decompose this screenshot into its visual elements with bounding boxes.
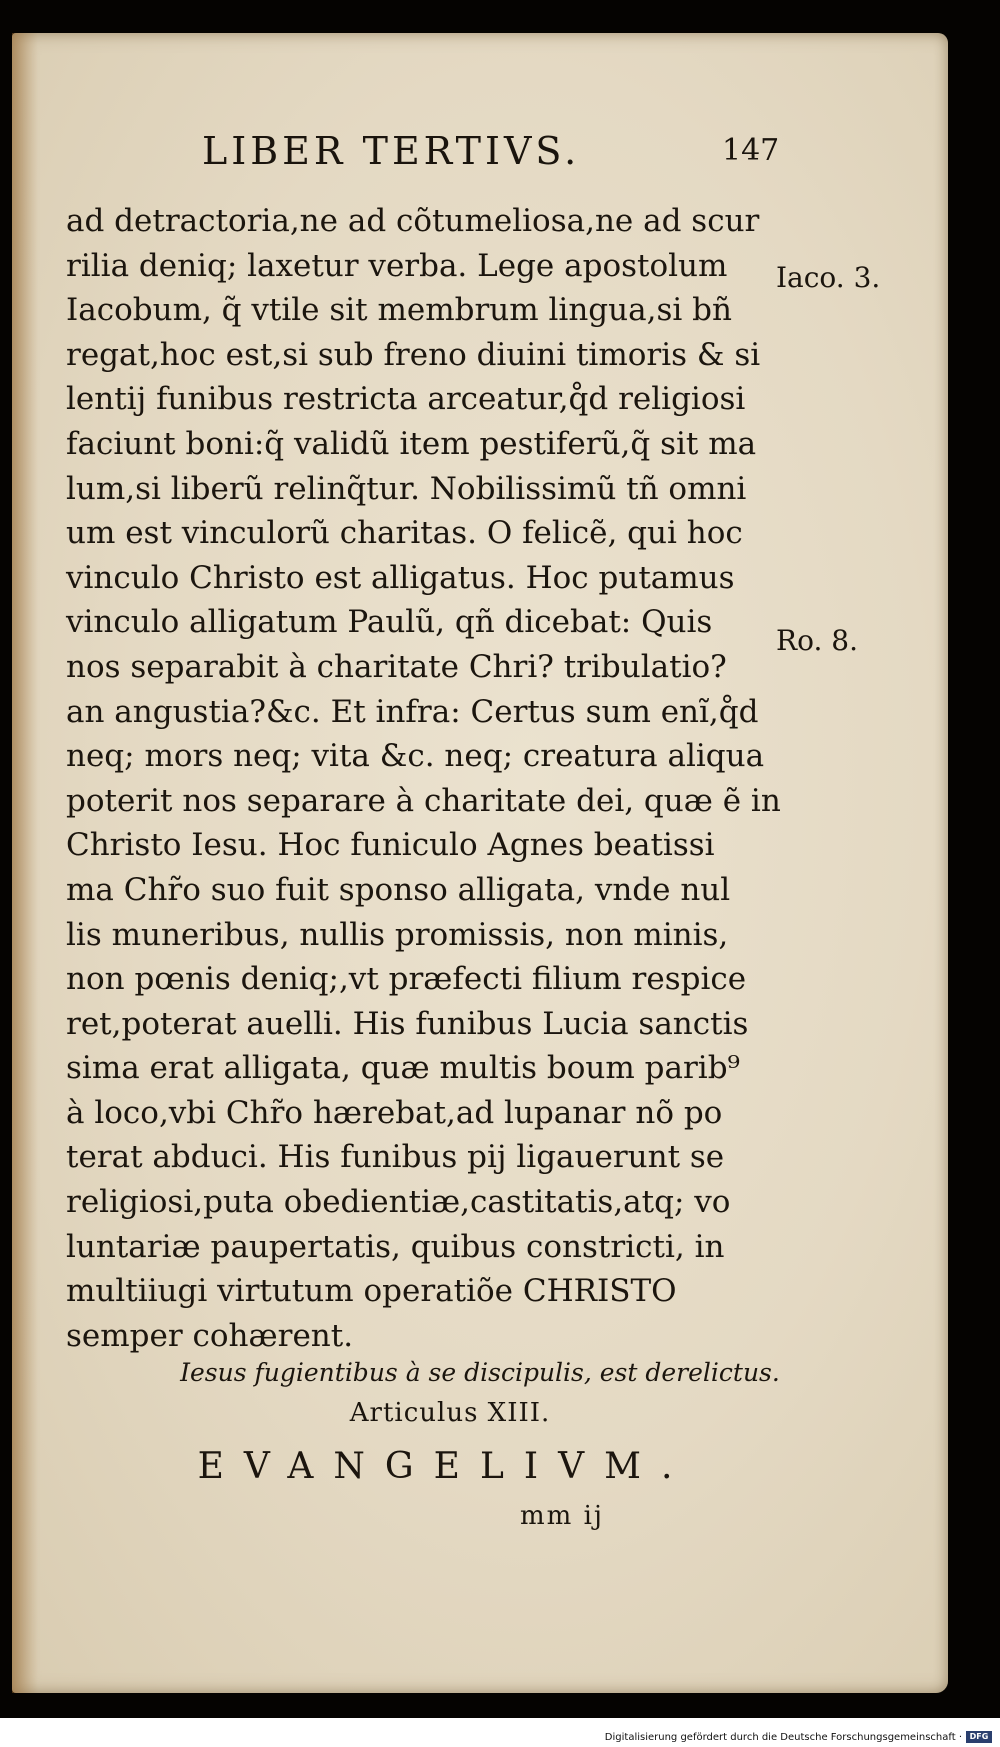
text-line: non pœnis deniq;,vt præfecti filium respice — [66, 961, 747, 998]
text-line: lentij funibus restricta arceatur,q̊d religiosi — [66, 381, 746, 418]
text-line: Christo Iesu. Hoc funiculo Agnes beatissi — [66, 827, 715, 864]
text-line: luntariæ paupertatis, quibus constricti, in — [66, 1228, 725, 1265]
digitization-credit: Digitalisierung gefördert durch die Deutsche Forschungsgemeinschaft · — [604, 1732, 962, 1743]
text-line: lum,si liberũ relinq̃tur. Nobilissimũ tñ omni — [66, 470, 747, 507]
section-heading: Iesus fugientibus à se discipulis, est derelictus. — [180, 1358, 780, 1387]
text-line: semper cohærent. — [66, 1317, 354, 1354]
text-line: vinculo Christo est alligatus. Hoc putamus — [66, 559, 735, 596]
text-line: sima erat alligata, quæ multis boum parib⁹ — [66, 1050, 740, 1087]
text-line: ret,poterat auelli. His funibus Lucia sanctis — [66, 1005, 749, 1042]
text-line: multiiugi virtutum operatiõe CHRISTO — [66, 1273, 677, 1310]
text-line: rilia deniq; laxetur verba. Lege apostolum — [66, 247, 728, 284]
article-number: Articulus XIII. — [349, 1398, 551, 1428]
running-head — [182, 129, 782, 189]
text-line: religiosi,puta obedientiæ,castitatis,atq; vo — [66, 1184, 731, 1221]
evangelium-heading: EVANGELIVM. — [197, 1446, 693, 1487]
text-line: um est vinculorũ charitas. O felicẽ, qui hoc — [66, 515, 743, 552]
margin-note-iacobus: Iaco. 3. — [776, 261, 881, 294]
running-head-title: LIBER TERTIVS. — [202, 129, 581, 173]
footer-bar — [0, 1723, 1000, 1747]
text-line: ad detractoria,ne ad cõtumeliosa,ne ad scur — [66, 203, 760, 239]
text-line: à loco,vbi Chr̃o hærebat,ad lupanar nõ po — [66, 1094, 723, 1131]
text-line: regat,hoc est,si sub freno diuini timoris & si — [66, 336, 761, 373]
text-line: faciunt boni:q̃ validũ item pestiferũ,q̃ sit ma — [66, 425, 757, 462]
text-line: ma Chr̃o suo fuit sponso alligata, vnde nul — [66, 871, 731, 908]
book-page — [12, 33, 948, 1693]
gutter-stain — [12, 33, 38, 1693]
margin-note-romans: Ro. 8. — [776, 624, 858, 657]
text-line: poterit nos separare à charitate dei, quæ ẽ in — [66, 782, 781, 819]
body-text — [66, 199, 784, 1358]
text-line: vinculo alligatum Paulũ, qñ dicebat: Quis — [66, 604, 713, 641]
text-line: an angustia?&c. Et infra: Certus sum enĩ,q̊d — [66, 693, 759, 730]
dfg-logo: DFG — [966, 1731, 992, 1743]
signature-mark: mm ij — [520, 1501, 604, 1531]
text-line: lis muneribus, nullis promissis, non minis, — [66, 916, 729, 953]
folio-number: 147 — [722, 133, 780, 168]
text-line: terat abduci. His funibus pij ligauerunt se — [66, 1139, 725, 1176]
text-line: neq; mors neq; vita &c. neq; creatura aliqua — [66, 738, 765, 775]
text-line: Iacobum, q̃ vtile sit membrum lingua,si bñ — [66, 292, 732, 329]
text-line: nos separabit à charitate Chri? tribulatio? — [66, 648, 727, 685]
